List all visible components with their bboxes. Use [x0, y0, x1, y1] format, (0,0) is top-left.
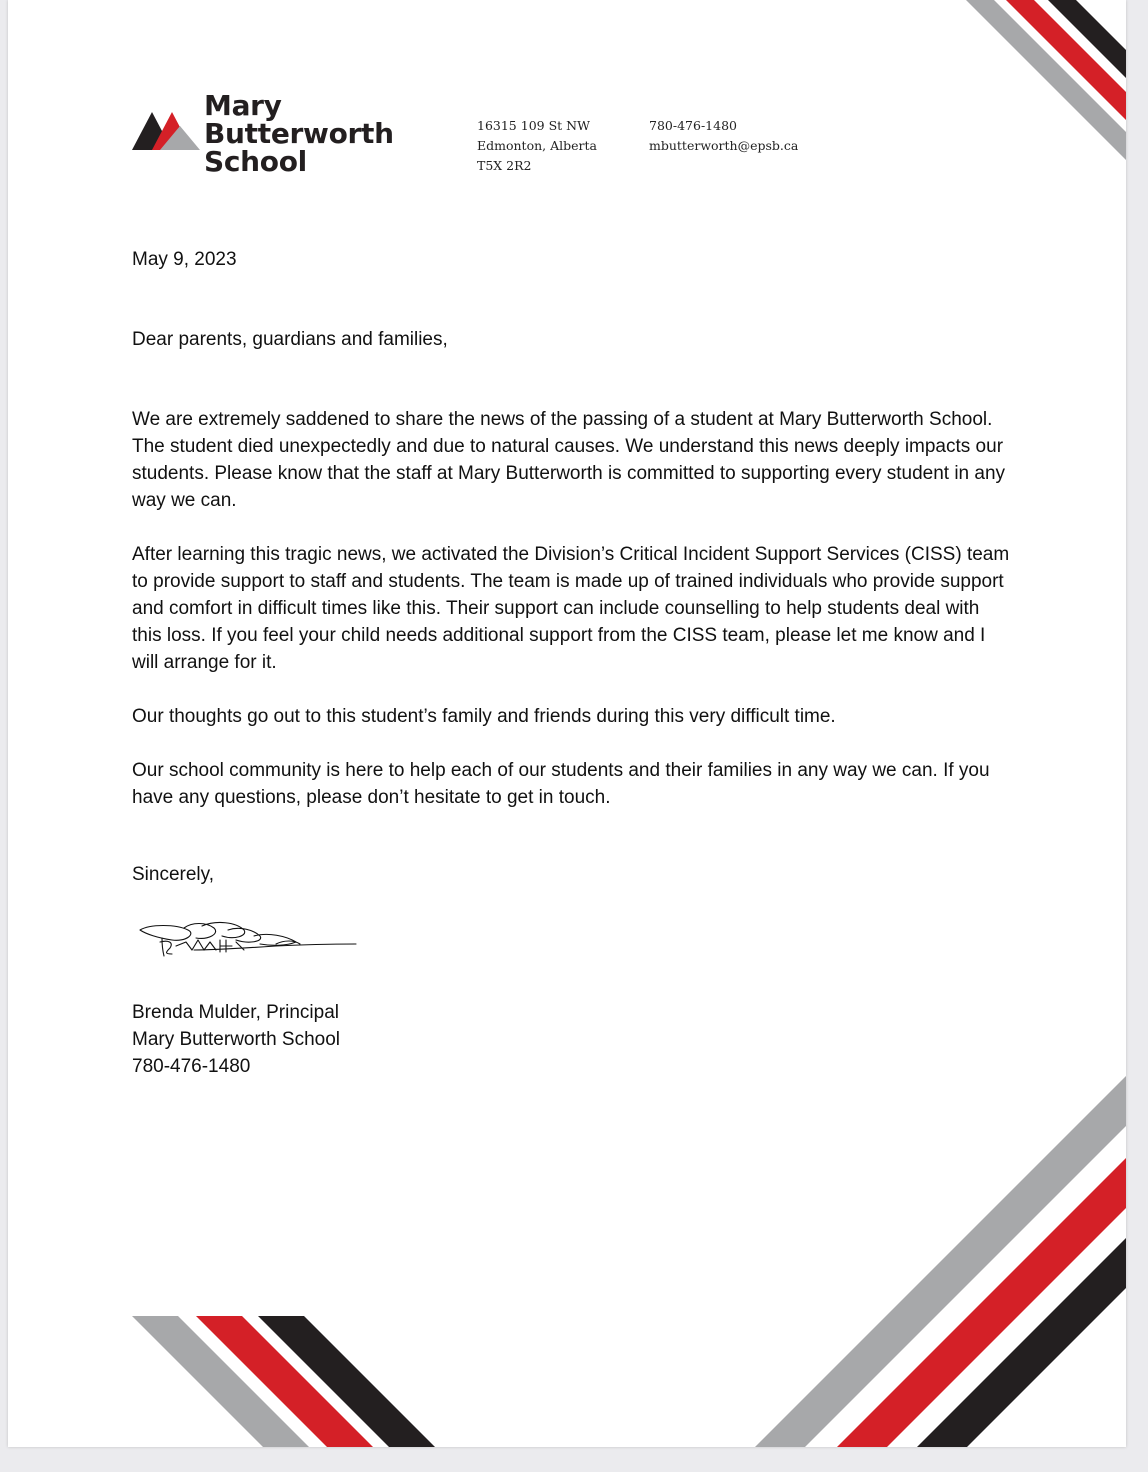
- logo-line-3: School: [204, 145, 307, 178]
- logo-line-2: Butterworth: [204, 117, 394, 150]
- mountain-logo-icon: [132, 110, 202, 154]
- paragraph-1: We are extremely saddened to share the news of the passing of a student at Mary Butterworth School. The student died unexpectedly and due to natural causes. We understand this news deeply impacts our students. Please know that the staff at Mary Butterworth is committed to supporting every student in any way we can.: [132, 409, 1006, 511]
- address-line-2: Edmonton, Alberta: [477, 138, 597, 153]
- paragraph-4: Our school community is here to help each of our students and their families in any way we can. If you have any questions, please don’t hesitate to get in touch.: [132, 760, 990, 808]
- address-line-3: T5X 2R2: [477, 158, 532, 173]
- logo-wordmark: [204, 89, 394, 178]
- paragraph-3: Our thoughts go out to this student’s family and friends during this very difficult time.: [132, 706, 836, 727]
- letter-closing: Sincerely,: [132, 864, 215, 885]
- signer-name: Brenda Mulder, Principal: [132, 1002, 339, 1023]
- letter-body: [132, 406, 1012, 811]
- paragraph-2: After learning this tragic news, we activated the Division’s Critical Incident Support Services (CISS) team to provide support to staff and students. The team is made up of trained individuals who provide support and comfort in difficult times like this. Their support can include counselling to help students deal with this loss. If you feel your child needs additional support from the CISS team, please let me know and I will arrange for it.: [132, 544, 1010, 673]
- school-address: [477, 116, 597, 176]
- school-phone: 780-476-1480: [649, 118, 737, 133]
- handwritten-signature: [136, 916, 361, 964]
- signer-school: Mary Butterworth School: [132, 1029, 341, 1050]
- signer-block: [132, 999, 1012, 1080]
- logo-line-1: Mary: [204, 89, 282, 122]
- letter-date: May 9, 2023: [132, 249, 237, 270]
- school-contact: [649, 116, 798, 156]
- letter-page: [8, 0, 1126, 1447]
- signer-phone: 780-476-1480: [132, 1056, 251, 1077]
- address-line-1: 16315 109 St NW: [477, 118, 590, 133]
- school-email: mbutterworth@epsb.ca: [649, 138, 799, 153]
- school-logo: [132, 89, 402, 182]
- letter-salutation: Dear parents, guardians and families,: [132, 329, 448, 350]
